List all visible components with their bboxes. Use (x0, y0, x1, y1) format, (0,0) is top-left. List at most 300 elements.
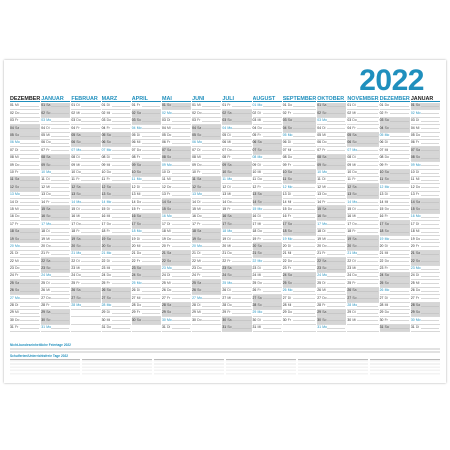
day-cell (317, 236, 346, 243)
day-number: 30 (252, 317, 257, 322)
weekday-label: Mo (106, 303, 112, 308)
day-number: 03 (347, 118, 352, 123)
day-cell (411, 221, 440, 228)
weekday-label: Do (166, 288, 172, 293)
weekday-label: Sa (227, 110, 232, 115)
month-header: FEBRUAR (71, 96, 100, 102)
day-number: 06 (282, 140, 287, 145)
weekday-label: Mo (197, 140, 202, 145)
day-number: 23 (161, 266, 166, 271)
day-number: 16 (192, 214, 196, 219)
day-number: 04 (131, 125, 136, 130)
day-number: 25 (282, 280, 287, 285)
day-cell (71, 140, 100, 147)
day-number: 03 (161, 118, 166, 123)
day-number: 09 (252, 162, 257, 167)
day-number: 16 (252, 214, 257, 219)
day-cell (41, 184, 70, 191)
day-cell (71, 147, 100, 154)
day-cell (283, 325, 317, 332)
day-cell (162, 266, 191, 273)
day-number: 30 (222, 317, 227, 322)
day-cell (102, 133, 131, 140)
day-cell (283, 295, 317, 302)
day-cell (71, 133, 100, 140)
day-number: 15 (71, 206, 76, 211)
weekday-label: So (197, 288, 202, 293)
weekday-label: Do (136, 199, 142, 204)
day-cell (10, 162, 40, 169)
weekday-label: Mo (76, 303, 82, 308)
day-cell (41, 229, 70, 236)
day-number: 08 (41, 155, 46, 160)
day-number: 20 (379, 243, 384, 248)
weekday-label: Mo (384, 133, 390, 138)
weekday-label: Fr (352, 280, 356, 285)
weekday-label: Fr (322, 147, 326, 152)
day-number: 28 (379, 303, 384, 308)
day-number: 28 (317, 303, 322, 308)
weekday-label: Mi (384, 251, 389, 256)
day-number: 15 (192, 206, 196, 211)
day-number: 02 (410, 110, 415, 115)
day-cell (162, 162, 191, 169)
weekday-label: Fr (166, 192, 171, 197)
day-number: 29 (10, 310, 14, 315)
day-number: 13 (410, 192, 415, 197)
day-cell (317, 177, 346, 184)
day-number: 22 (131, 258, 136, 263)
day-cell (132, 214, 161, 221)
day-number: 16 (71, 214, 76, 219)
weekday-label: Mi (197, 103, 201, 108)
day-cell (192, 118, 221, 125)
day-cell (132, 236, 161, 243)
weekday-label: So (136, 273, 141, 278)
weekday-label: Mo (287, 133, 293, 138)
day-number: 30 (317, 317, 322, 322)
day-number: 23 (10, 266, 14, 271)
day-number: 04 (71, 125, 76, 130)
weekday-label: Fr (166, 243, 171, 248)
weekday-label: So (352, 243, 357, 248)
day-number: 14 (410, 199, 415, 204)
weekday-label: Di (257, 162, 261, 167)
day-number: 04 (379, 125, 384, 130)
day-number: 31 (101, 325, 106, 330)
day-number: 19 (192, 236, 196, 241)
day-number: 06 (41, 140, 46, 145)
weekday-label: Sa (15, 280, 20, 285)
weekday-label: So (46, 110, 51, 115)
day-cell (411, 162, 440, 169)
day-cell (317, 288, 346, 295)
day-cell (71, 288, 100, 295)
day-number: 19 (317, 236, 322, 241)
weekday-label: Fr (257, 184, 261, 189)
day-cell (317, 133, 346, 140)
day-cell (347, 229, 378, 236)
month-column (10, 96, 40, 332)
day-cell (253, 184, 282, 191)
day-cell (71, 303, 100, 310)
day-number: 30 (41, 317, 46, 322)
day-cell (222, 103, 251, 110)
weekday-label: So (166, 103, 172, 108)
day-cell (411, 236, 440, 243)
weekday-label: So (227, 170, 232, 174)
month-header: OKTOBER (317, 96, 346, 102)
weekday-label: Fr (15, 325, 19, 330)
weekday-label: Sa (197, 177, 202, 182)
day-number: 08 (252, 155, 257, 160)
day-number: 12 (161, 184, 166, 189)
day-number: 05 (222, 133, 227, 138)
weekday-label: Di (227, 236, 231, 241)
day-cell (380, 155, 410, 162)
day-cell (162, 118, 191, 125)
weekday-label: Mo (352, 251, 358, 256)
school-holidays-column (298, 359, 368, 375)
weekday-label: Sa (15, 229, 20, 234)
weekday-label: So (136, 221, 141, 226)
day-cell (380, 325, 410, 332)
day-cell (253, 266, 282, 273)
day-number: 18 (282, 229, 287, 234)
day-cell (222, 125, 251, 132)
day-number: 25 (379, 280, 384, 285)
day-number: 06 (71, 140, 76, 145)
weekday-label: Mo (106, 147, 112, 152)
weekday-label: Mo (166, 317, 172, 322)
weekday-label: Mi (415, 177, 420, 182)
day-cell (10, 317, 40, 324)
weekday-label: Mi (46, 184, 50, 189)
day-number: 04 (10, 125, 14, 130)
day-number: 11 (222, 177, 226, 182)
day-number: 20 (222, 243, 227, 248)
day-number: 12 (252, 184, 257, 189)
day-number: 09 (10, 162, 14, 167)
day-cell (162, 192, 191, 199)
day-cell (71, 214, 100, 221)
day-number: 26 (41, 288, 46, 293)
weekday-label: So (352, 192, 357, 197)
weekday-label: Di (257, 266, 261, 271)
day-cell (71, 162, 100, 169)
day-number: 02 (192, 110, 196, 115)
day-cell (347, 251, 378, 258)
weekday-label: Do (46, 192, 51, 197)
day-number: 18 (222, 229, 227, 234)
weekday-label: Di (227, 133, 231, 138)
day-number: 29 (222, 310, 227, 315)
day-cell (41, 258, 70, 265)
day-cell (102, 177, 131, 184)
day-number: 15 (101, 206, 106, 211)
day-cell (162, 243, 191, 250)
day-number: 15 (282, 206, 287, 211)
day-number: 07 (131, 147, 136, 152)
month-header: APRIL (132, 96, 161, 102)
day-cell (411, 280, 440, 287)
weekday-label: Di (352, 206, 356, 211)
day-cell (162, 229, 191, 236)
day-cell (347, 310, 378, 317)
day-number: 08 (101, 155, 106, 160)
weekday-label: Sa (352, 184, 357, 189)
day-cell (411, 310, 440, 317)
weekday-label: Di (352, 155, 356, 160)
day-cell (71, 192, 100, 199)
day-number: 11 (410, 177, 415, 182)
weekday-label: Fr (197, 170, 201, 174)
weekday-label: Mi (76, 110, 80, 115)
weekday-label: Sa (322, 155, 327, 160)
day-cell (10, 147, 40, 154)
weekday-label: Sa (287, 221, 292, 226)
weekday-label: Sa (197, 229, 202, 234)
day-number: 22 (379, 258, 384, 263)
day-number: 01 (252, 103, 257, 108)
weekday-label: Do (322, 243, 327, 248)
day-cell (132, 199, 161, 206)
weekday-label: So (384, 125, 389, 130)
day-number: 30 (282, 317, 287, 322)
weekday-label: Mi (415, 125, 420, 130)
day-number: 21 (71, 251, 76, 256)
weekday-label: Do (257, 125, 262, 130)
weekday-label: Sa (136, 110, 141, 115)
day-number: 07 (282, 147, 287, 152)
day-number: 16 (161, 214, 166, 219)
day-number: 08 (379, 155, 384, 160)
day-cell (132, 251, 161, 258)
day-cell (347, 243, 378, 250)
day-cell (253, 236, 282, 243)
day-number: 22 (192, 258, 196, 263)
day-number: 27 (252, 295, 257, 300)
day-number: 08 (317, 155, 322, 160)
day-number: 05 (71, 133, 76, 138)
day-number: 10 (347, 170, 352, 174)
day-number: 26 (317, 288, 322, 293)
day-number: 05 (282, 133, 287, 138)
weekday-label: Do (106, 118, 111, 123)
day-number: 25 (131, 280, 136, 285)
weekday-label: Sa (106, 288, 111, 293)
weekday-label: So (227, 118, 232, 123)
day-cell (192, 303, 221, 310)
weekday-label: Di (322, 280, 326, 285)
day-number: 25 (41, 280, 46, 285)
day-number: 03 (222, 118, 227, 123)
weekday-label: Sa (287, 170, 292, 174)
day-cell (253, 258, 282, 265)
day-number: 20 (71, 243, 76, 248)
day-cell (317, 273, 346, 280)
weekday-label: Do (287, 206, 293, 211)
day-cell (41, 133, 70, 140)
weekday-label: Sa (287, 273, 292, 278)
weekday-label: Do (106, 325, 111, 330)
weekday-label: Sa (106, 236, 111, 241)
day-cell (253, 317, 282, 324)
day-number: 18 (252, 229, 257, 234)
day-cell (162, 280, 191, 287)
day-cell (102, 125, 131, 132)
day-cell (192, 280, 221, 287)
day-number: 31 (317, 325, 322, 330)
day-number: 08 (282, 155, 287, 160)
weekday-label: Sa (227, 266, 232, 271)
day-cell (71, 221, 100, 228)
day-number: 08 (192, 155, 196, 160)
day-number: 17 (252, 221, 257, 226)
day-cell (411, 288, 440, 295)
day-cell (132, 266, 161, 273)
day-number: 25 (222, 280, 227, 285)
day-cell (102, 303, 131, 310)
weekday-label: Mi (197, 258, 201, 263)
weekday-label: Do (15, 317, 20, 322)
day-cell (10, 184, 40, 191)
weekday-label: Di (136, 236, 140, 241)
weekday-label: Fr (384, 162, 388, 167)
weekday-label: Fr (287, 266, 291, 271)
day-number: 26 (192, 288, 196, 293)
weekday-label: Mo (227, 229, 233, 234)
day-cell (192, 243, 221, 250)
day-number: 28 (101, 303, 106, 308)
day-cell (162, 155, 191, 162)
day-cell (283, 317, 317, 324)
day-cell (411, 110, 440, 117)
day-number: 14 (131, 199, 136, 204)
weekday-label: So (76, 140, 81, 145)
day-cell (71, 110, 100, 117)
weekday-label: Mi (352, 317, 356, 322)
day-number: 12 (222, 184, 227, 189)
weekday-label: Mo (106, 199, 112, 204)
day-number: 24 (410, 273, 415, 278)
day-cell (347, 288, 378, 295)
day-number: 18 (317, 229, 322, 234)
weekday-label: Sa (197, 125, 202, 130)
weekday-label: Mo (46, 221, 51, 226)
day-cell (380, 206, 410, 213)
day-number: 04 (161, 125, 166, 130)
day-number: 30 (10, 317, 14, 322)
day-cell (283, 155, 317, 162)
day-cell (380, 170, 410, 177)
weekday-label: Mo (257, 206, 263, 211)
day-number: 17 (317, 221, 322, 226)
weekday-label: Fr (15, 273, 19, 278)
day-number: 24 (222, 273, 227, 278)
day-cell (132, 288, 161, 295)
day-cell (253, 177, 282, 184)
day-number: 24 (101, 273, 106, 278)
month-column (317, 96, 346, 332)
day-number: 01 (192, 103, 196, 108)
day-cell (102, 155, 131, 162)
day-cell (162, 125, 191, 132)
weekday-label: So (46, 214, 51, 219)
day-number: 06 (347, 140, 352, 145)
day-number: 20 (10, 243, 14, 248)
day-number: 27 (222, 295, 227, 300)
day-number: 23 (101, 266, 106, 271)
weekday-label: Fr (15, 118, 19, 123)
weekday-label: Do (322, 295, 327, 300)
weekday-label: Mo (136, 229, 142, 234)
day-number: 27 (10, 295, 14, 300)
weekday-label: Do (106, 221, 111, 226)
weekday-label: Di (106, 310, 110, 315)
day-cell (162, 310, 191, 317)
day-cell (10, 177, 40, 184)
day-number: 20 (131, 243, 136, 248)
day-cell (222, 206, 251, 213)
day-number: 29 (282, 310, 287, 315)
weekday-label: Fr (227, 155, 231, 160)
day-number: 12 (410, 184, 415, 189)
day-number: 28 (222, 303, 227, 308)
day-cell (10, 251, 40, 258)
day-number: 23 (317, 266, 322, 271)
day-cell (253, 325, 282, 332)
day-number: 16 (347, 214, 352, 219)
weekday-label: So (352, 140, 357, 145)
weekday-label: Mi (287, 147, 292, 152)
day-number: 31 (222, 325, 227, 330)
weekday-label: Sa (166, 303, 172, 308)
weekday-label: Do (257, 177, 262, 182)
weekday-label: Di (257, 317, 261, 322)
weekday-label: Di (166, 170, 171, 174)
day-cell (10, 206, 40, 213)
weekday-label: Do (227, 251, 232, 256)
weekday-label: So (136, 118, 141, 123)
day-cell (347, 184, 378, 191)
weekday-label: Fr (384, 266, 388, 271)
day-number: 07 (192, 147, 196, 152)
day-number: 10 (410, 170, 415, 174)
day-number: 17 (161, 221, 166, 226)
day-cell (10, 214, 40, 221)
weekday-label: Sa (227, 317, 232, 322)
day-cell (10, 266, 40, 273)
weekday-label: So (352, 295, 357, 300)
month-header: NOVEMBER (347, 96, 379, 102)
day-cell (380, 162, 410, 169)
weekday-label: Do (227, 199, 232, 204)
day-cell (222, 243, 251, 250)
day-cell (380, 177, 410, 184)
day-number: 07 (101, 147, 106, 152)
day-number: 26 (131, 288, 136, 293)
day-number: 12 (282, 184, 287, 189)
day-cell (10, 236, 40, 243)
day-cell (71, 280, 100, 287)
day-cell (380, 214, 410, 221)
day-cell (162, 288, 191, 295)
day-cell (283, 288, 317, 295)
day-cell (411, 243, 440, 250)
weekday-label: Fr (415, 192, 420, 197)
day-number: 11 (252, 177, 257, 182)
